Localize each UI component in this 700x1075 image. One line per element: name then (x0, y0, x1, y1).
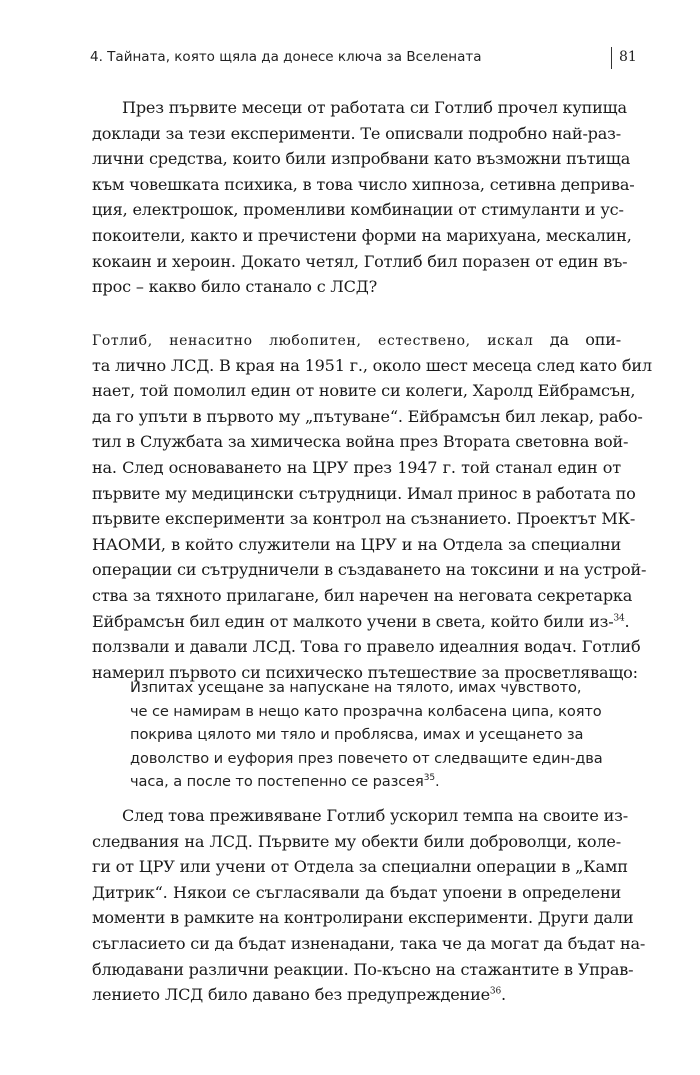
text-line: Ейбрамсън бил един от малкото учени в света, който били из-$^{34}$. (92, 611, 630, 631)
text-line: Дитрик“. Някои се съгласявали да бъдат упоени в определени (92, 882, 621, 902)
text-line: да го упъти в първото му „пътуване“. Ейбрамсън бил лекар, рабо- (92, 406, 643, 426)
text-line: моменти в рамките на контролирани експерименти. Други дали (92, 908, 634, 928)
quote-line: доволство и еуфория през повечето от следващите един-два (130, 749, 603, 767)
text-line (92, 327, 621, 353)
text-line: следвания на ЛСД. Първите му обекти били доброволци, коле- (92, 831, 621, 851)
footnote-ref[interactable]: 35 (423, 773, 435, 784)
running-head (90, 47, 650, 69)
text-line: та лично ЛСД. В края на 1951 г., около шест месеца след като бил (92, 355, 652, 375)
text-line: доклади за тези експерименти. Те описвали подробно най-раз- (92, 123, 621, 143)
quote-line: че се намирам в нещо като прозрачна колбасена ципа, която (130, 702, 602, 720)
text-fragment: часа, а после то постепенно се разсея (130, 773, 424, 791)
text-line: на. След основаването на ЦРУ през 1947 г. той станал един от (92, 457, 621, 477)
text-line: съгласието си да бъдат изненадани, така че да могат да бъдат на- (92, 933, 646, 953)
quote-line: часа, а после то постепенно се разсея$^{35}$. (130, 773, 440, 791)
text-line: покоители, както и пречистени форми на марихуана, мескалин, (92, 225, 632, 245)
quote-line: Изпитах усещане за напускане на тялото, имах чувството, (130, 679, 582, 696)
text-line: първите му медицински сътрудници. Имал принос в работата по (92, 483, 636, 503)
text-line: НАОМИ, в който служители на ЦРУ и на Отдела за специални (92, 534, 621, 554)
text-fragment: Ейбрамсън бил един от малкото учени в света, който били из- (92, 611, 614, 631)
text-line: блюдавани различни реакции. По-късно на стажантите в Управ- (92, 959, 634, 979)
text-line: операции си сътрудничели в създаването на токсини и на устрой- (92, 560, 647, 580)
paragraph-3 (92, 803, 646, 1008)
text-line: тил в Службата за химическа война през Втората световна вой- (92, 432, 629, 452)
paragraph-1 (92, 95, 635, 300)
text-line: намерил първото си психическо пътешествие за просветляващо: (92, 662, 638, 682)
text-line: кокаин и хероин. Докато четял, Готлиб бил поразен от един въ- (92, 251, 628, 271)
paragraph-2 (92, 327, 652, 711)
text-line: лични средства, които били изпробвани като възможни пътища (92, 149, 631, 169)
text-line: ги от ЦРУ или учени от Отдела за специални операции в „Камп (92, 857, 628, 877)
quote-line: покрива цялото ми тяло и проблясва, имах и усещането за (130, 726, 584, 744)
text-line: ция, електрошок, променливи комбинации от стимуланти и ус- (92, 200, 624, 220)
text-line: първите експерименти за контрол на съзнанието. Проектът МК- (92, 509, 636, 529)
page-number: 81 (619, 49, 637, 65)
section-lead-in: Готлиб, ненаситно любопитен, естествено, искал (92, 333, 534, 349)
text-line: прос – какво било станало с ЛСД? (92, 277, 378, 297)
text-line: През първите месеци от работата си Готлиб прочел купища (122, 98, 627, 117)
footnote-ref[interactable]: 36 (489, 986, 501, 997)
text-line: ства за тяхното прилагане, бил наречен на неговата секретарка (92, 585, 633, 605)
text-line: лението ЛСД било давано без предупреждение$^{36}$. (92, 985, 506, 1005)
text-fragment: лението ЛСД било давано без предупреждение (92, 985, 490, 1005)
chapter-title: 4. Тайната, която щяла да донесе ключа за Вселената (90, 49, 482, 65)
text-line: към човешката психика, в това число хипноза, сетивна деприва- (92, 174, 635, 194)
text-line: ползвали и давали ЛСД. Това го правело идеалния водач. Готлиб (92, 637, 641, 657)
text-line: След това преживяване Готлиб ускорил темпа на своите из- (122, 806, 628, 825)
footnote-ref[interactable]: 34 (613, 613, 625, 624)
text-fragment: да опи- (533, 330, 621, 349)
text-line: нает, той помолил един от новите си колеги, Харолд Ейбрамсън, (92, 381, 636, 401)
block-quote (130, 676, 610, 794)
header-divider (611, 47, 612, 69)
